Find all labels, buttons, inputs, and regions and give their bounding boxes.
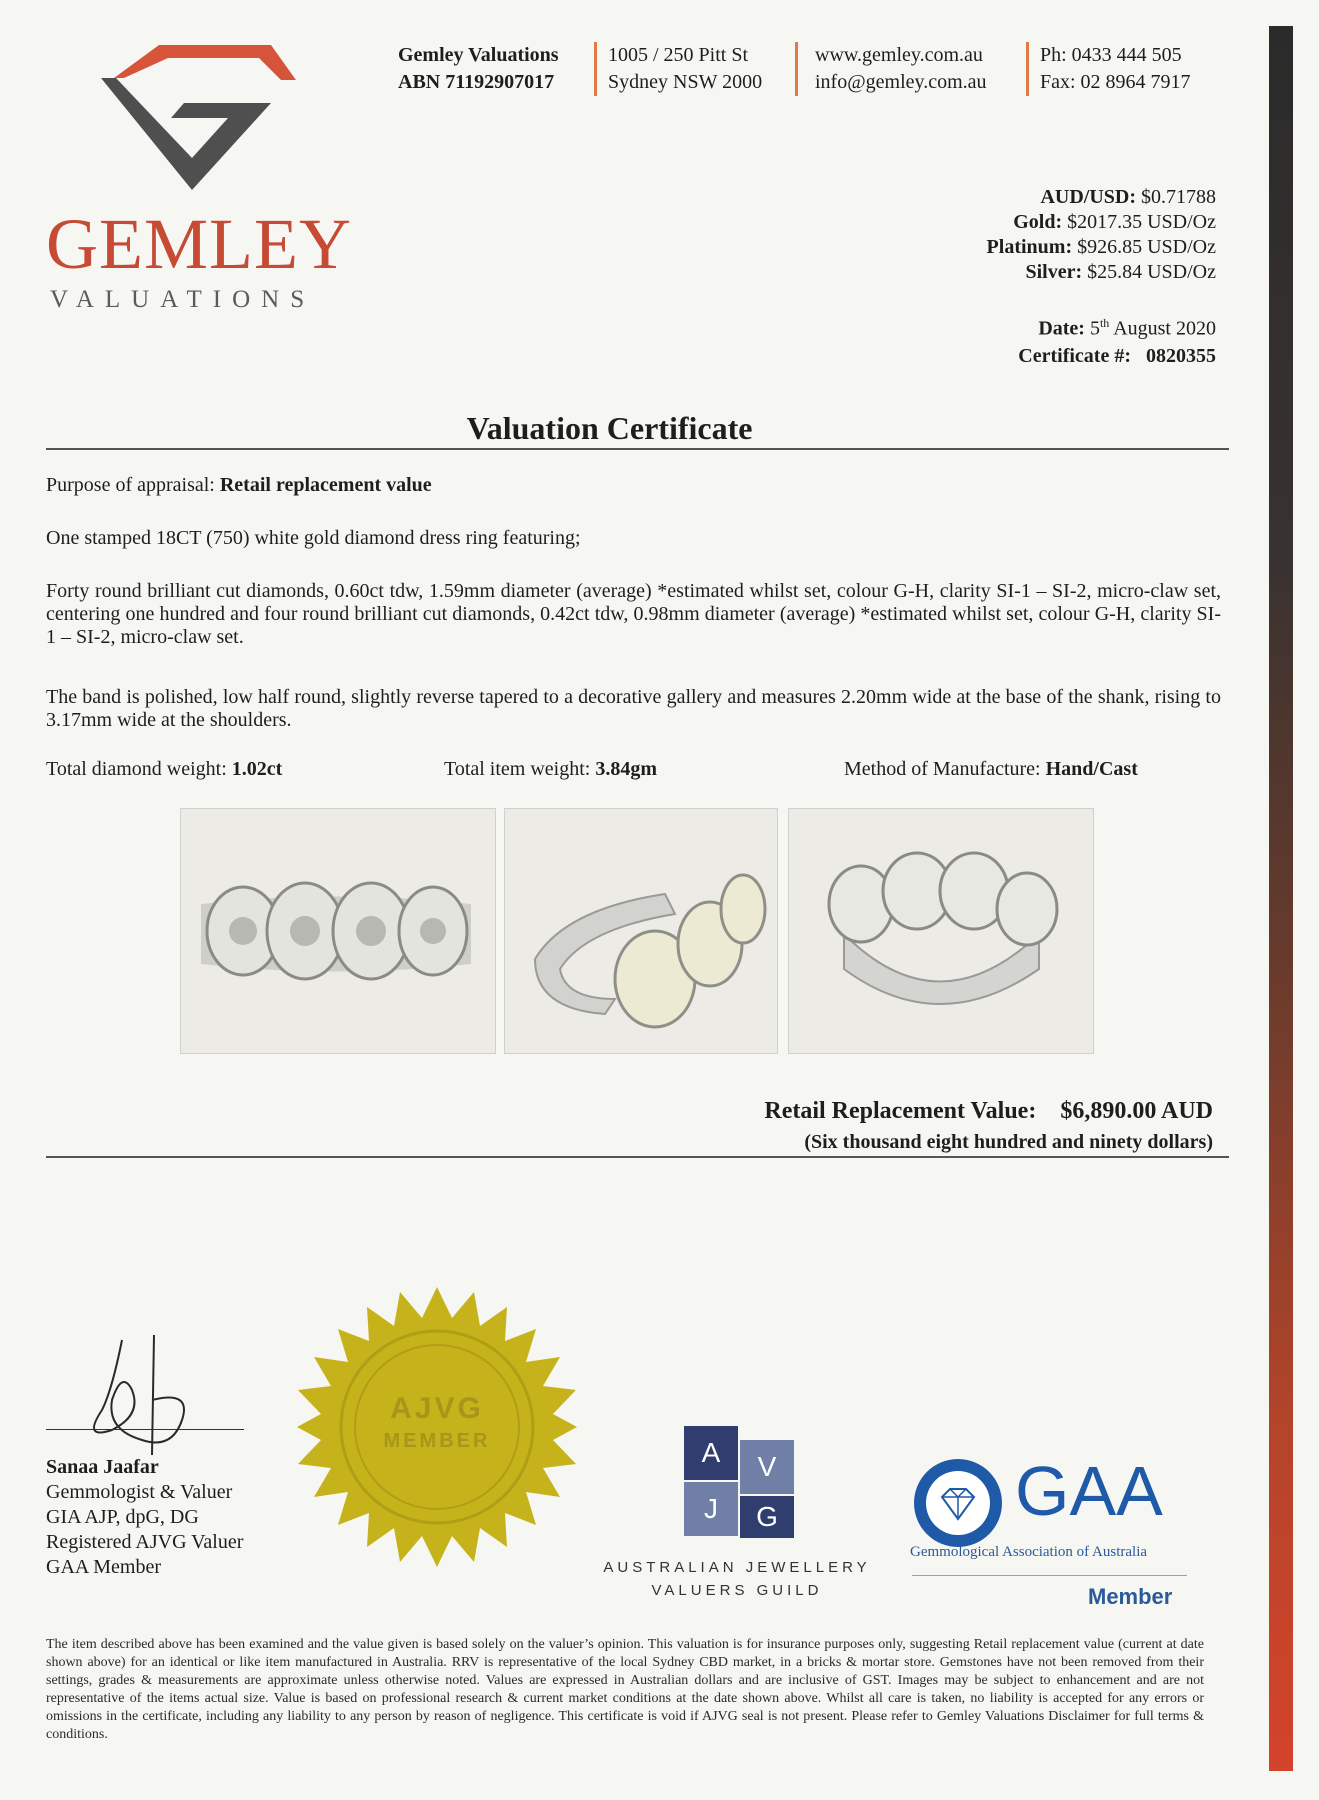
header-company-block	[398, 42, 559, 96]
seal-text: MEMBER	[383, 1430, 491, 1452]
header-divider	[594, 42, 597, 96]
ring-photo-front	[180, 808, 496, 1054]
ajvg-seal	[294, 1284, 580, 1570]
certificate-meta	[1018, 310, 1216, 370]
gaa-acronym: GAA	[1015, 1452, 1163, 1530]
gaa-member-label: Member	[1088, 1584, 1173, 1609]
header-phone-block	[1040, 42, 1191, 96]
brand-tagline: VALUATIONS	[50, 286, 316, 313]
retail-value-words: (Six thousand eight hundred and ninety dollars)	[804, 1131, 1213, 1153]
signer-registration: Registered AJVG Valuer	[46, 1531, 244, 1553]
signer-quals: GIA AJP, dpG, DG	[46, 1506, 199, 1528]
band-description: The band is polished, low half round, slightly reverse tapered to a decorative gallery and measures 2.20mm wide at the base of the shank, rising to 3.17mm wide at the shoulders.	[46, 686, 1221, 731]
signature-mark	[72, 1330, 212, 1470]
website-link[interactable]: www.gemley.com.au	[815, 44, 983, 66]
disclaimer-text: The item described above has been examined and the value given is based solely on the valuer’s opinion. This valuation is for insurance purposes only, suggesting Retail replacement value (current at date shown above) for an identical or like item manufactured in Australia. RRV is representative of the local Sydney CBD market, in a bricks & mortar store. Gemstones have not been removed from their settings, grades & measurements are approximate unless otherwise noted. Values are expressed in Australian dollars and are inclusive of GST. Images may be subject to enhancement and are not representative of the items actual size. Value is based on professional research & current market conditions at the date shown above. Whilst all care is taken, no liability is accepted for any errors or omissions in the certificate, including any liability to any person by reason of negligence. This certificate is void if AJVG seal is not present. Please refer to Gemley Valuations Disclaimer for full terms & conditions.	[46, 1637, 1204, 1742]
gaa-fullname: Gemmological Association of Australia	[910, 1544, 1148, 1560]
ring-photo-side	[504, 808, 778, 1054]
retail-value-amount: $6,890.00 AUD	[1060, 1098, 1213, 1124]
company-abn: ABN 71192907017	[398, 71, 555, 93]
ajvg-label: AUSTRALIAN JEWELLERY VALUERS GUILD	[603, 1559, 871, 1599]
retail-value-row: Retail Replacement Value: $6,890.00 AUD	[764, 1098, 1213, 1124]
signer-membership: GAA Member	[46, 1556, 161, 1578]
stones-description: Forty round brilliant cut diamonds, 0.60ct tdw, 1.59mm diameter (average) *estimated whilst set, colour G-H, clarity SI-1 – SI-2, micro-claw set, centering one hundred and four round brilliant cut diamonds, 0.42ct tdw, 0.98mm diameter (average) *estimated whilst set, colour G-H, clarity SI-1 – SI-2, micro-claw set.	[46, 580, 1221, 648]
right-edge-bar	[1269, 26, 1293, 1771]
fax-number: Fax: 02 8964 7917	[1040, 71, 1191, 93]
seal-text: AJVG	[390, 1392, 484, 1425]
company-name: Gemley Valuations	[398, 44, 559, 66]
ajvg-tile: A	[684, 1426, 738, 1480]
purpose-row: Purpose of appraisal: Retail replacement value	[46, 474, 432, 496]
gemley-logo-icon	[96, 40, 306, 190]
email-link[interactable]: info@gemley.com.au	[815, 71, 987, 93]
manufacture-method: Method of Manufacture: Hand/Cast	[844, 758, 1138, 780]
header-address-block	[608, 42, 762, 96]
ajvg-tile: G	[740, 1496, 794, 1538]
ajvg-logo	[684, 1426, 796, 1538]
diamond-weight: Total diamond weight: 1.02ct	[46, 758, 283, 780]
address-line-1: 1005 / 250 Pitt St	[608, 44, 749, 66]
date-row: Date: 5th August 2020	[1038, 316, 1216, 340]
header-divider	[795, 42, 798, 96]
item-weight: Total item weight: 3.84gm	[444, 758, 658, 780]
phone-number: Ph: 0433 444 505	[1040, 44, 1182, 66]
item-description: One stamped 18CT (750) white gold diamond dress ring featuring;	[46, 527, 581, 549]
rate-row: Platinum: $926.85 USD/Oz	[986, 236, 1216, 258]
header-divider	[1026, 42, 1029, 96]
page-title: Valuation Certificate	[466, 410, 753, 446]
certificate-number-row: Certificate #: 0820355	[1018, 344, 1216, 367]
signature-line	[46, 1429, 244, 1430]
valuation-rule	[46, 1156, 1229, 1158]
header-web-block	[815, 42, 987, 96]
rate-row: Gold: $2017.35 USD/Oz	[1013, 211, 1216, 233]
seal-starburst-icon	[294, 1284, 580, 1570]
gaa-diamond-icon	[912, 1457, 1004, 1549]
signer-role: Gemmologist & Valuer	[46, 1481, 233, 1503]
address-line-2: Sydney NSW 2000	[608, 71, 763, 93]
ring-photo-back	[788, 808, 1094, 1054]
title-rule	[46, 448, 1229, 450]
ajvg-tile: V	[740, 1440, 794, 1494]
brand-name: GEMLEY	[46, 204, 352, 284]
signer-block	[46, 1455, 243, 1580]
ajvg-tile: J	[684, 1482, 738, 1536]
rate-row: AUD/USD: $0.71788	[1040, 186, 1216, 208]
metal-rates	[987, 185, 1216, 285]
signer-name: Sanaa Jaafar	[46, 1456, 159, 1478]
gaa-rule	[912, 1575, 1187, 1576]
rate-row: Silver: $25.84 USD/Oz	[1025, 261, 1216, 283]
